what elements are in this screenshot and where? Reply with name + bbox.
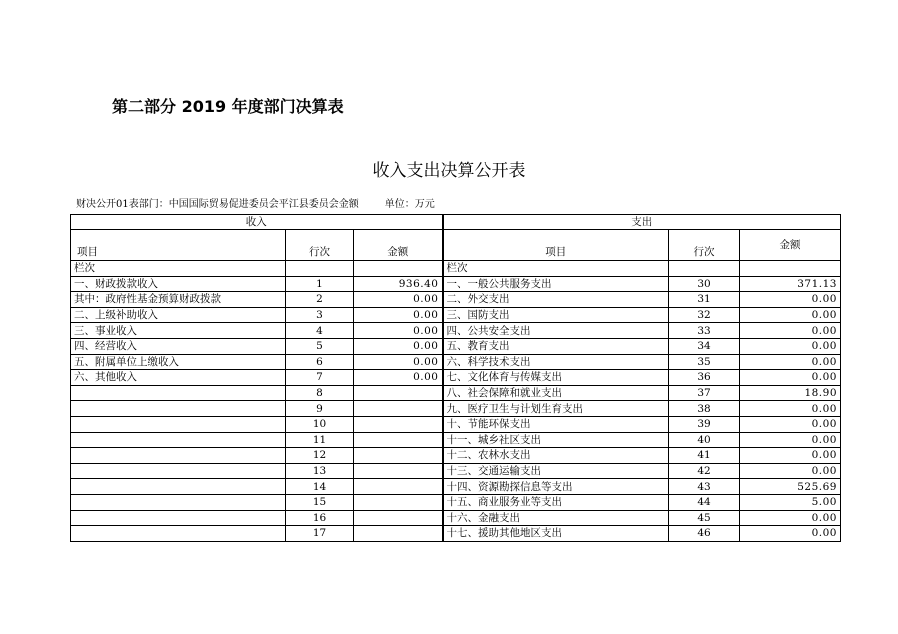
empty-cell [740,261,841,277]
table-meta [76,195,435,210]
expense-item-name: 三、国防支出 [443,307,669,323]
expense-amount: 0.00 [740,463,841,479]
table-row [71,479,841,495]
table-row [71,385,841,401]
expense-item-name: 十四、资源勘探信息等支出 [443,479,669,495]
expense-item-name: 九、医疗卫生与计划生育支出 [443,401,669,417]
expense-item-name: 十六、金融支出 [443,510,669,526]
expense-line-number: 38 [669,401,740,417]
expense-line-number: 36 [669,370,740,386]
income-amount [354,463,443,479]
expense-amount: 18.90 [740,385,841,401]
expense-item-name: 十一、城乡社区支出 [443,432,669,448]
income-amount: 0.00 [354,370,443,386]
income-amount [354,494,443,510]
table-row [71,526,841,542]
expense-item-name: 一、一般公共服务支出 [443,276,669,292]
income-item-name [71,494,286,510]
expense-line-number: 45 [669,510,740,526]
expense-item-header: 项目 [443,230,669,261]
income-amount: 0.00 [354,323,443,339]
income-amount: 0.00 [354,292,443,308]
income-line-number: 11 [286,432,354,448]
income-line-number: 7 [286,370,354,386]
income-line-number: 3 [286,307,354,323]
income-item-name: 五、附属单位上缴收入 [71,354,286,370]
part-title: 第二部分 2019 年度部门决算表 [112,97,344,116]
income-line-number: 9 [286,401,354,417]
expense-item-name: 十三、交通运输支出 [443,463,669,479]
expense-item-name: 八、社会保障和就业支出 [443,385,669,401]
income-amount [354,432,443,448]
expense-amount: 0.00 [740,338,841,354]
expense-line-number: 46 [669,526,740,542]
column-index-row [71,261,841,277]
income-item-name [71,479,286,495]
income-line-number: 16 [286,510,354,526]
table-row [71,307,841,323]
income-amount [354,448,443,464]
empty-cell [669,261,740,277]
expense-line-header: 行次 [669,230,740,261]
expense-item-name: 十、节能环保支出 [443,416,669,432]
empty-cell [354,261,443,277]
table-row [71,494,841,510]
table-row [71,354,841,370]
expense-amount: 0.00 [740,432,841,448]
income-amount [354,510,443,526]
table-row [71,448,841,464]
income-line-number: 15 [286,494,354,510]
income-item-name: 一、财政拨款收入 [71,276,286,292]
unit-label: 单位：万元 [384,199,435,210]
income-item-header: 项目 [71,230,286,261]
income-amount [354,385,443,401]
expense-line-number: 33 [669,323,740,339]
income-amount: 0.00 [354,354,443,370]
expense-item-name: 五、教育支出 [443,338,669,354]
expense-amount: 0.00 [740,307,841,323]
expense-column-label: 栏次 [443,261,669,277]
expense-item-name: 七、文化体育与传媒支出 [443,370,669,386]
income-amount [354,416,443,432]
income-amount [354,401,443,417]
income-line-number: 6 [286,354,354,370]
income-item-name: 其中：政府性基金预算财政拨款 [71,292,286,308]
expense-amount: 0.00 [740,323,841,339]
table-row [71,338,841,354]
expense-line-number: 42 [669,463,740,479]
expense-amount: 0.00 [740,401,841,417]
income-expense-table [70,214,841,542]
expense-line-number: 41 [669,448,740,464]
income-amount: 0.00 [354,307,443,323]
income-amount: 0.00 [354,338,443,354]
expense-amount: 0.00 [740,510,841,526]
expense-amount: 0.00 [740,354,841,370]
table-row [71,416,841,432]
income-item-name: 三、事业收入 [71,323,286,339]
expense-amount: 0.00 [740,416,841,432]
income-item-name [71,401,286,417]
expense-item-name: 十五、商业服务业等支出 [443,494,669,510]
income-line-header: 行次 [286,230,354,261]
expense-item-name: 六、科学技术支出 [443,354,669,370]
table-row [71,510,841,526]
income-item-name [71,510,286,526]
form-and-department: 财决公开01表部门：中国国际贸易促进委员会平江县委员会金额 [76,199,359,210]
expense-line-number: 35 [669,354,740,370]
table-row [71,323,841,339]
income-line-number: 13 [286,463,354,479]
empty-cell [286,261,354,277]
income-column-label: 栏次 [71,261,286,277]
income-line-number: 5 [286,338,354,354]
expense-line-number: 37 [669,385,740,401]
section-header-row [71,215,841,230]
income-item-name: 二、上级补助收入 [71,307,286,323]
income-item-name: 六、其他收入 [71,370,286,386]
income-amount: 936.40 [354,276,443,292]
expense-line-number: 43 [669,479,740,495]
expense-line-number: 44 [669,494,740,510]
income-item-name: 四、经营收入 [71,338,286,354]
expense-amount: 0.00 [740,448,841,464]
income-line-number: 1 [286,276,354,292]
expense-amount: 525.69 [740,479,841,495]
expense-item-name: 四、公共安全支出 [443,323,669,339]
income-item-name [71,448,286,464]
expense-line-number: 30 [669,276,740,292]
income-line-number: 4 [286,323,354,339]
expense-amount: 0.00 [740,526,841,542]
table-row [71,276,841,292]
table-title: 收入支出决算公开表 [372,161,526,181]
table-row [71,401,841,417]
expense-amount: 0.00 [740,292,841,308]
income-item-name [71,385,286,401]
income-line-number: 2 [286,292,354,308]
expense-amount: 371.13 [740,276,841,292]
income-line-number: 8 [286,385,354,401]
table-row [71,292,841,308]
table-row [71,463,841,479]
expense-item-name: 十二、农林水支出 [443,448,669,464]
income-line-number: 12 [286,448,354,464]
expense-item-name: 十七、援助其他地区支出 [443,526,669,542]
expense-line-number: 32 [669,307,740,323]
income-header: 收入 [71,215,443,230]
expense-header: 支出 [443,215,841,230]
expense-amount: 5.00 [740,494,841,510]
income-amount [354,526,443,542]
table-row [71,432,841,448]
income-item-name [71,432,286,448]
expense-line-number: 31 [669,292,740,308]
expense-amount: 0.00 [740,370,841,386]
column-header-row [71,230,841,261]
income-item-name [71,463,286,479]
expense-amount-header: 金额 [740,230,841,261]
expense-line-number: 34 [669,338,740,354]
expense-item-name: 二、外交支出 [443,292,669,308]
expense-line-number: 39 [669,416,740,432]
income-item-name [71,526,286,542]
income-line-number: 10 [286,416,354,432]
income-line-number: 17 [286,526,354,542]
table-row [71,370,841,386]
income-line-number: 14 [286,479,354,495]
income-item-name [71,416,286,432]
income-amount-header: 金额 [354,230,443,261]
expense-line-number: 40 [669,432,740,448]
income-amount [354,479,443,495]
